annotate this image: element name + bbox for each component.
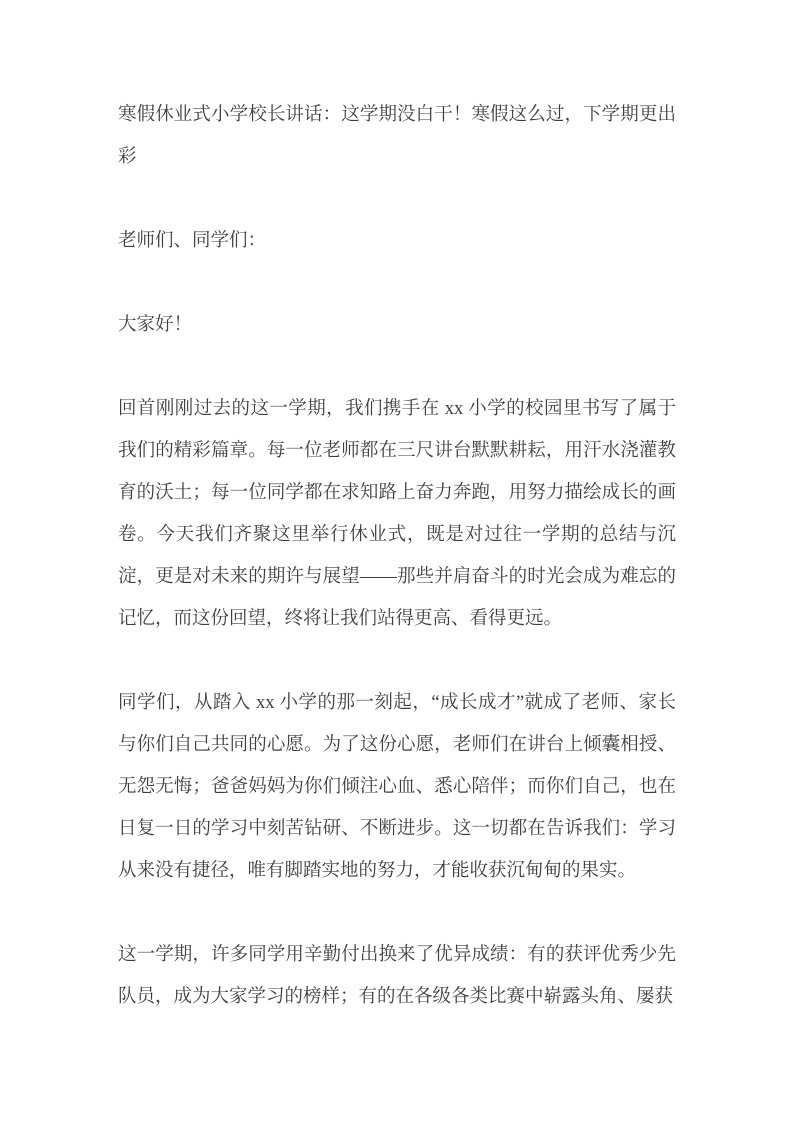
paragraph: 回首刚刚过去的这一学期，我们携手在 xx 小学的校园里书写了属于我们的精彩篇章。每一位老师都在三尺讲台默默耕耘，用汗水浇灌教育的沃土；每一位同学都在求知路上奋力奔跑，用努力描绘成长的画卷。今天我们齐聚这里举行休业式，既是对过往一学期的总结与沉淀，更是对未来的期许与展望——那些并肩奋斗的时光会成为难忘的记忆，而这份回望，终将让我们站得更高、看得更远。: [118, 399, 676, 629]
document-body: [118, 220, 676, 1018]
document-title: 寒假休业式小学校长讲话：这学期没白干！寒假这么过，下学期更出彩: [118, 105, 676, 167]
paragraph: 同学们，从踏入 xx 小学的那一刻起，“成长成才”就成了老师、家长与你们自己共同的心愿。为了这份心愿，老师们在讲台上倾囊相授、无怨无悔；爸爸妈妈为你们倾注心血、悉心陪伴；而你们自己，也在日复一日的学习中刻苦钻研、不断进步。这一切都在告诉我们：学习从来没有捷径，唯有脚踏实地的努力，才能收获沉甸甸的果实。: [118, 693, 676, 881]
paragraph: 老师们、同学们：: [118, 231, 267, 251]
paragraph: 大家好！: [118, 315, 193, 335]
paragraph: 这一学期，许多同学用辛勤付出换来了优异成绩：有的获评优秀少先队员，成为大家学习的榜样；有的在各级各类比赛中崭露头角、屡获: [118, 945, 676, 1007]
document-page: [118, 94, 676, 1018]
